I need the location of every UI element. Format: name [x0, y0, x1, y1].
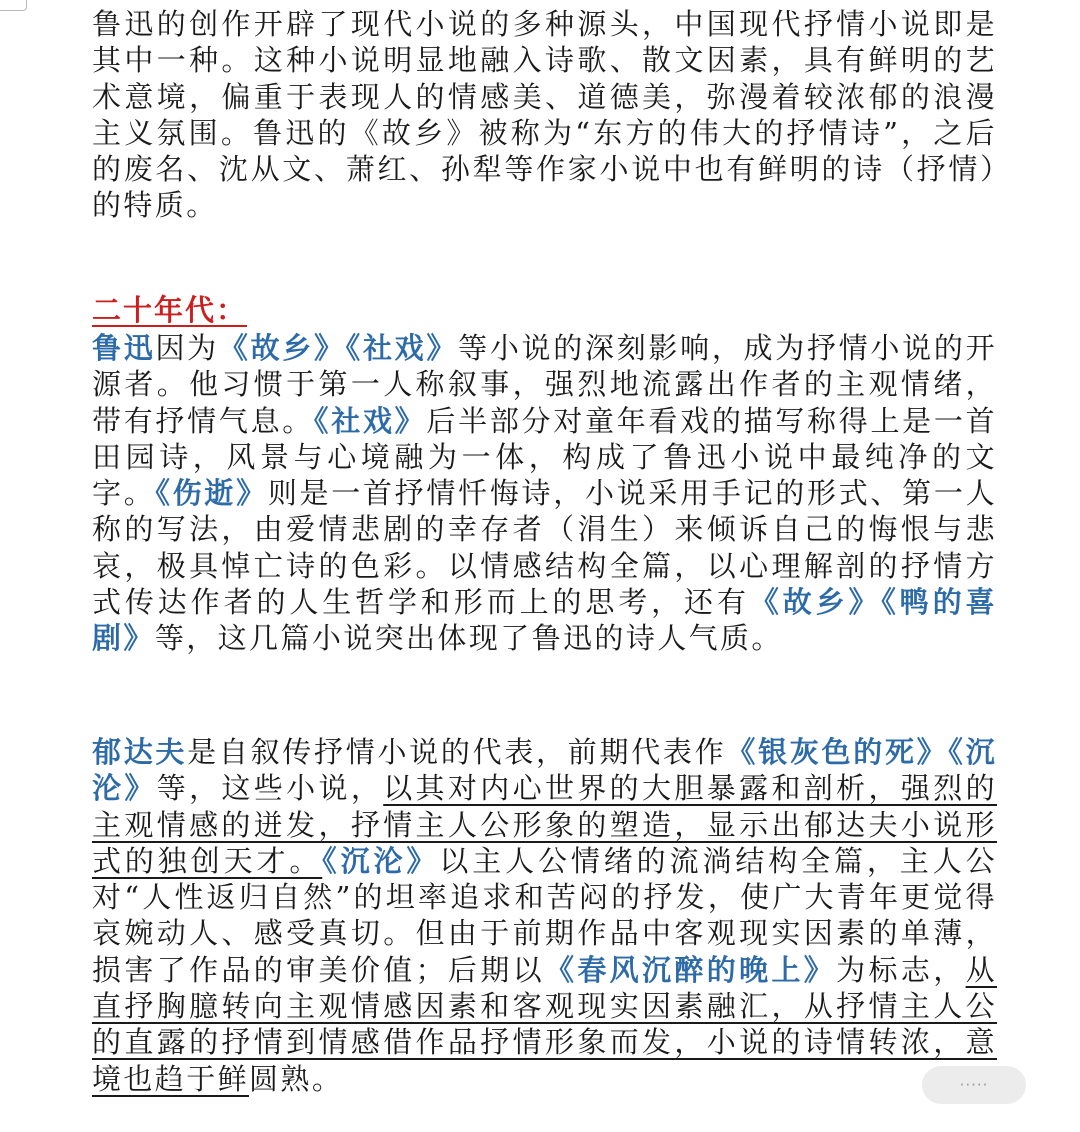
- text-segment: 后半部分对童年看戏的描写称得上是一首田园诗，风景与心境融为一体，构成了鲁迅小说中最纯净的文字。: [92, 403, 997, 511]
- underlined-text: 以其对内心世界的大胆暴露和剖析，强烈的主观情感的迸发，抒情主人公形象的塑造，显示出郁达夫小说形式的独创天才。: [92, 771, 997, 878]
- paragraph-yu-dafu: [92, 734, 997, 1097]
- work-title: 《沉沦》: [322, 843, 440, 878]
- watermark-badge: ·····: [922, 1066, 1026, 1104]
- work-title: 《故乡》《鸭的喜剧》: [92, 585, 997, 656]
- author-name-lu-xun: 鲁迅: [92, 331, 156, 365]
- text-segment: 是自叙传抒情小说的代表，前期代表作: [187, 735, 727, 769]
- work-title: 《故乡》《社戏》: [218, 331, 459, 365]
- work-title: 《伤逝》: [155, 476, 268, 511]
- corner-mark: [0, 0, 27, 11]
- author-name-yu-dafu: 郁达夫: [92, 735, 188, 769]
- paragraph-intro: 鲁迅的创作开辟了现代小说的多种源头，中国现代抒情小说即是其中一种。这种小说明显地融入诗歌、散文因素，具有鲜明的艺术意境，偏重于表现人的情感美、道德美，弥漫着较浓郁的浪漫主义氛围。鲁迅的《故乡》被称为“东方的伟大的抒情诗”，之后的废名、沈从文、萧红、孙犁等作家小说中也有鲜明的诗（抒情）的特质。: [92, 7, 997, 223]
- underlined-text: 从直抒胸臆转向主观情感因素和客观现实因素融汇，从抒情主人公的直露的抒情到情感借作品抒情形象而发，小说的诗情转浓，意境也趋于鲜: [92, 952, 997, 1096]
- paragraph-lu-xun: [92, 330, 997, 657]
- work-title: 《社戏》: [314, 403, 427, 438]
- text-segment: 因为: [155, 331, 219, 365]
- text-segment: 等，这些小说，: [156, 771, 384, 806]
- text-segment: 以主人公情绪的流淌结构全篇，主人公对“人性返归自然”的坦率追求和苦闷的抒发，使广大青年更觉得哀婉动人、感受真切。但由于前期作品中客观现实因素的单薄，损害了作品的审美价值；后期以: [92, 843, 997, 987]
- text-segment: 等，这几篇小说突出体现了鲁迅的诗人气质。: [154, 621, 783, 656]
- work-title: 《春风沉醉的晚上》: [544, 952, 837, 987]
- text-segment: 则是一首抒情忏悔诗，小说采用手记的形式、第一人称的写法，由爱情悲剧的幸存者（涓生）来倾诉自己的悔恨与悲哀，极具悼亡诗的色彩。以情感结构全篇，以心理解剖的抒情方式传达作者的人生哲学和形而上的思考，还有: [92, 476, 997, 620]
- work-title: 《银灰色的死》《沉沦》: [92, 735, 997, 806]
- text-segment: 等小说的深刻影响，成为抒情小说的开源者。他习惯于第一人称叙事，强烈地流露出作者的主观情绪，带有抒情气息。: [92, 331, 997, 438]
- text-segment: 圆熟。: [249, 1061, 344, 1096]
- section-heading: 二十年代：: [92, 293, 248, 327]
- text-segment: 为标志，: [836, 952, 966, 987]
